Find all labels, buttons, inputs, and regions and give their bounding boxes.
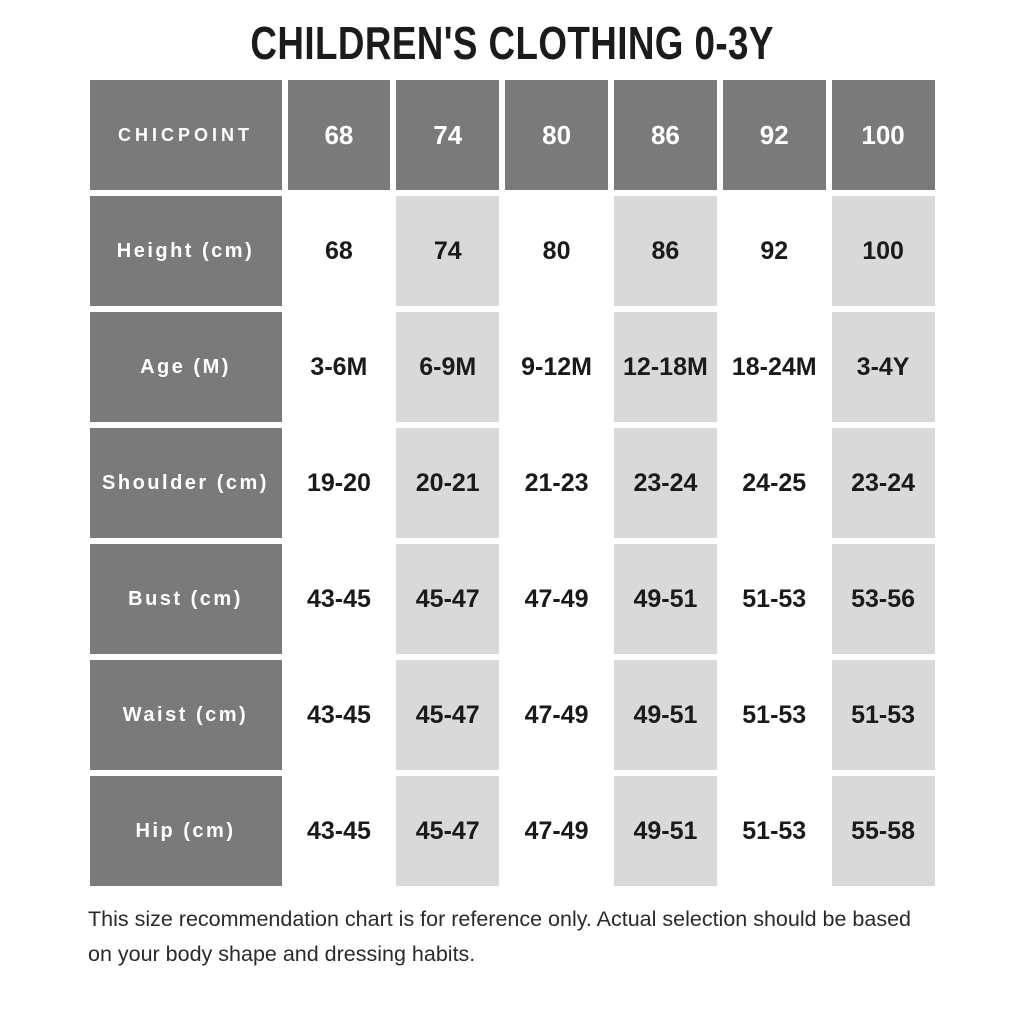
table-cell-age-86: 12-18M xyxy=(614,312,717,422)
page-title-text: CHILDREN'S CLOTHING 0-3Y xyxy=(250,17,774,69)
table-cell-shoulder-80: 21-23 xyxy=(505,428,608,538)
table-cell-waist-86: 49-51 xyxy=(614,660,717,770)
table-cell-shoulder-92: 24-25 xyxy=(723,428,826,538)
size-header-80: 80 xyxy=(505,80,608,190)
table-cell-age-80: 9-12M xyxy=(505,312,608,422)
table-cell-height-92: 92 xyxy=(723,196,826,306)
table-cell-hip-68: 43-45 xyxy=(288,776,391,886)
size-header-92: 92 xyxy=(723,80,826,190)
table-cell-waist-92: 51-53 xyxy=(723,660,826,770)
table-cell-bust-100: 53-56 xyxy=(832,544,935,654)
table-cell-hip-100: 55-58 xyxy=(832,776,935,886)
table-cell-waist-80: 47-49 xyxy=(505,660,608,770)
table-cell-hip-74: 45-47 xyxy=(396,776,499,886)
size-header-68: 68 xyxy=(288,80,391,190)
size-header-100: 100 xyxy=(832,80,935,190)
table-cell-bust-68: 43-45 xyxy=(288,544,391,654)
table-cell-shoulder-68: 19-20 xyxy=(288,428,391,538)
row-header-height: Height (cm) xyxy=(90,196,282,306)
table-cell-height-100: 100 xyxy=(832,196,935,306)
table-cell-shoulder-86: 23-24 xyxy=(614,428,717,538)
table-cell-age-68: 3-6M xyxy=(288,312,391,422)
table-cell-height-86: 86 xyxy=(614,196,717,306)
table-cell-waist-74: 45-47 xyxy=(396,660,499,770)
table-cell-shoulder-100: 23-24 xyxy=(832,428,935,538)
brand-cell: CHICPOINT xyxy=(90,80,282,190)
table-cell-hip-80: 47-49 xyxy=(505,776,608,886)
row-header-waist: Waist (cm) xyxy=(90,660,282,770)
table-cell-age-92: 18-24M xyxy=(723,312,826,422)
table-cell-waist-68: 43-45 xyxy=(288,660,391,770)
table-cell-height-80: 80 xyxy=(505,196,608,306)
table-cell-age-100: 3-4Y xyxy=(832,312,935,422)
table-cell-hip-92: 51-53 xyxy=(723,776,826,886)
size-header-74: 74 xyxy=(396,80,499,190)
table-cell-height-74: 74 xyxy=(396,196,499,306)
row-header-bust: Bust (cm) xyxy=(90,544,282,654)
table-cell-bust-92: 51-53 xyxy=(723,544,826,654)
row-header-age: Age (M) xyxy=(90,312,282,422)
table-cell-shoulder-74: 20-21 xyxy=(396,428,499,538)
table-cell-hip-86: 49-51 xyxy=(614,776,717,886)
table-cell-height-68: 68 xyxy=(288,196,391,306)
table-cell-bust-86: 49-51 xyxy=(614,544,717,654)
row-header-hip: Hip (cm) xyxy=(90,776,282,886)
size-table xyxy=(90,80,935,886)
size-header-86: 86 xyxy=(614,80,717,190)
row-header-shoulder: Shoulder (cm) xyxy=(90,428,282,538)
table-cell-bust-74: 45-47 xyxy=(396,544,499,654)
page-title xyxy=(0,0,1024,70)
disclaimer-note: This size recommendation chart is for reference only. Actual selection should be based on your body shape and dressing habits. xyxy=(88,907,912,967)
table-cell-waist-100: 51-53 xyxy=(832,660,935,770)
table-cell-bust-80: 47-49 xyxy=(505,544,608,654)
table-cell-age-74: 6-9M xyxy=(396,312,499,422)
